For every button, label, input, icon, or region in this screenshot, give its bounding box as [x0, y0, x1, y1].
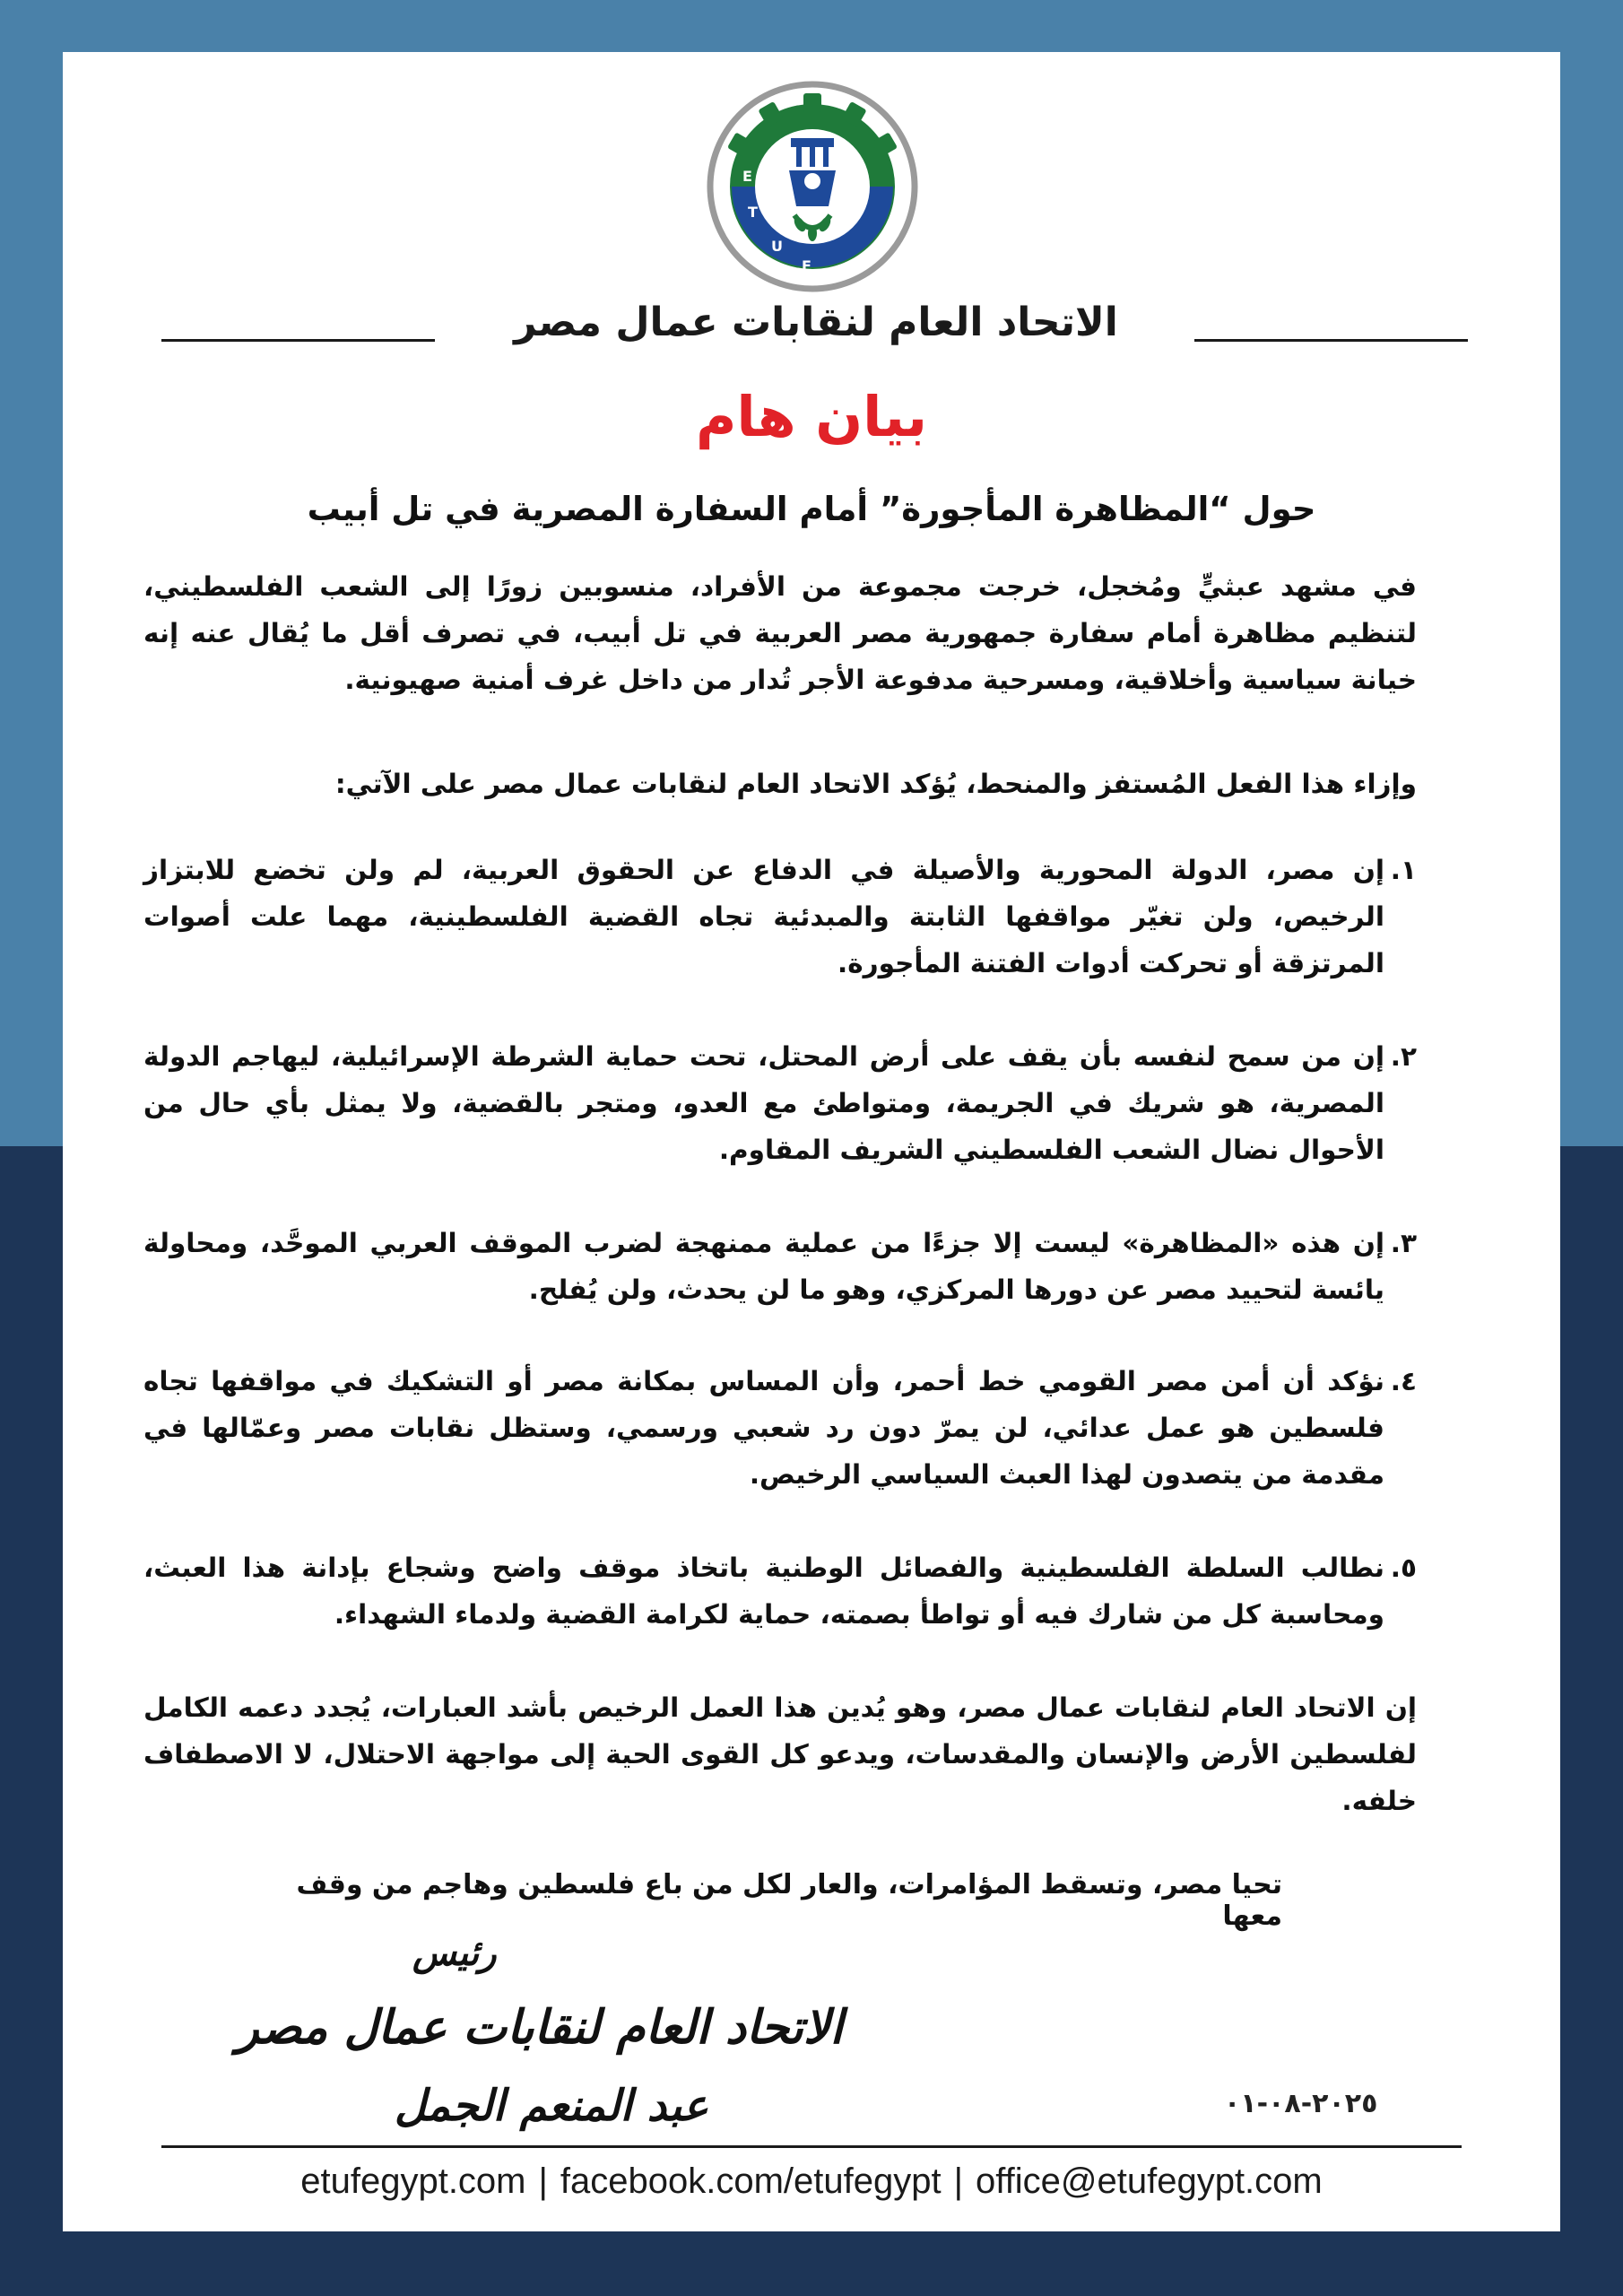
list-item — [143, 847, 1417, 987]
etuf-logo — [707, 81, 918, 292]
closing-slogan: تحيا مصر، وتسقط المؤامرات، والعار لكل من باع فلسطين وهاجم من وقف معها — [296, 1869, 1282, 1932]
closing-paragraph: إن الاتحاد العام لنقابات عمال مصر، وهو يُدين هذا العمل الرخيص بأشد العبارات، يُجدد دعمه الكامل لفلسطين الأرض والإنسان والمقدسات، ويدعو كل القوى الحية إلى مواجهة الاحتلال، لا الاصطفاف خلفه. — [143, 1692, 1417, 1816]
facebook-link[interactable]: facebook.com/etufegypt — [560, 2161, 942, 2201]
signature-name: عبد المنعم الجمل — [394, 2081, 708, 2131]
email-link[interactable]: office@etufegypt.com — [976, 2161, 1323, 2201]
statement-subtitle: حول “المظاهرة المأجورة” أمام السفارة المصرية في تل أبيب — [307, 490, 1316, 528]
list-item-text: إن هذه «المظاهرة» ليست إلا جزءًا من عملية ممنهجة لضرب الموقف العربي الموحَّد، ومحاولة يائسة لتحييد مصر عن دورها المركزي، وهو ما لن يحدث، ولن يُفلح. — [143, 1228, 1384, 1305]
signature-organization: الاتحاد العام لنقابات عمال مصر — [236, 2000, 843, 2055]
footer-contacts — [63, 2161, 1560, 2202]
list-item-text: نؤكد أن أمن مصر القومي خط أحمر، وأن المساس بمكانة مصر أو التشكيك في مواقفها تجاه فلسطين هو عمل عدائي، لن يمرّ دون رد شعبي ورسمي، وستظل نقابات مصر وعمّالها في مقدمة من يتصدون لهذا العبث السياسي الرخيص. — [143, 1366, 1384, 1490]
list-item-text: إن من سمح لنفسه بأن يقف على أرض المحتل، تحت حماية الشرطة الإسرائيلية، ليهاجم الدولة المصرية، هو شريك في الجريمة، ومتواطئ مع العدو، ومتجر بالقضية، ولا يمثل بأي حال من الأحوال نضال الشعب الفلسطيني الشريف المقاوم. — [143, 1041, 1384, 1165]
footer-rule — [161, 2145, 1462, 2148]
list-item-number: ٣. — [1390, 1228, 1417, 1258]
header-rule-right — [1194, 339, 1468, 342]
logo-letter-u: U — [771, 238, 783, 255]
list-item — [143, 1220, 1417, 1313]
list-item-number: ١. — [1390, 855, 1417, 885]
lead-paragraph: وإزاء هذا الفعل المُستفز والمنحط، يُؤكد الاتحاد العام لنقابات عمال مصر على الآتي: — [334, 769, 1417, 799]
list-item-number: ٤. — [1390, 1366, 1417, 1396]
list-item-number: ٥. — [1390, 1552, 1417, 1583]
statement-date: ٢٠٢٥-٠٨-٠١ — [1224, 2088, 1378, 2119]
logo-letter-t: T — [748, 204, 758, 221]
website-link[interactable]: etufegypt.com — [300, 2161, 526, 2201]
logo-letter-f: F — [802, 257, 812, 274]
footer-separator: | — [953, 2161, 963, 2201]
list-item-number: ٢. — [1390, 1041, 1417, 1072]
list-item-text: إن مصر، الدولة المحورية والأصيلة في الدفاع عن الحقوق العربية، لم ولن تخضع للابتزاز الرخيص، ولن تغيّر مواقفها الثابتة والمبدئية تجاه القضية الفلسطينية، مهما علت أصوات المرتزقة أو تحركت أدوات الفتنة المأجورة. — [143, 855, 1384, 978]
list-item — [143, 1544, 1417, 1638]
logo-letter-e: E — [742, 168, 752, 185]
organization-name: الاتحاد العام لنقابات عمال مصر — [514, 300, 1118, 345]
footer-separator: | — [538, 2161, 548, 2201]
list-item — [143, 1358, 1417, 1498]
list-item — [143, 1033, 1417, 1173]
organization-header — [63, 300, 1560, 362]
statement-page — [63, 52, 1560, 2231]
intro-paragraph: في مشهد عبثيٍّ ومُخجل، خرجت مجموعة من الأفراد، منسوبين زورًا إلى الشعب الفلسطيني، لتنظيم مظاهرة أمام سفارة جمهورية مصر العربية في تل أبيب، في تصرف أقل ما يُقال عنه إنه خيانة سياسية وأخلاقية، ومسرحية مدفوعة الأجر تُدار من داخل غرف أمنية صهيونية. — [143, 571, 1417, 695]
list-item-text: نطالب السلطة الفلسطينية والفصائل الوطنية باتخاذ موقف واضح وشجاع بإدانة هذا العبث، ومحاسبة كل من شارك فيه أو تواطأ بصمته، حماية لكرامة القضية ولدماء الشهداء. — [143, 1552, 1384, 1630]
signature-role: رئيس — [412, 1932, 497, 1974]
statement-title: بيان هام — [695, 384, 928, 449]
header-rule-left — [161, 339, 435, 342]
